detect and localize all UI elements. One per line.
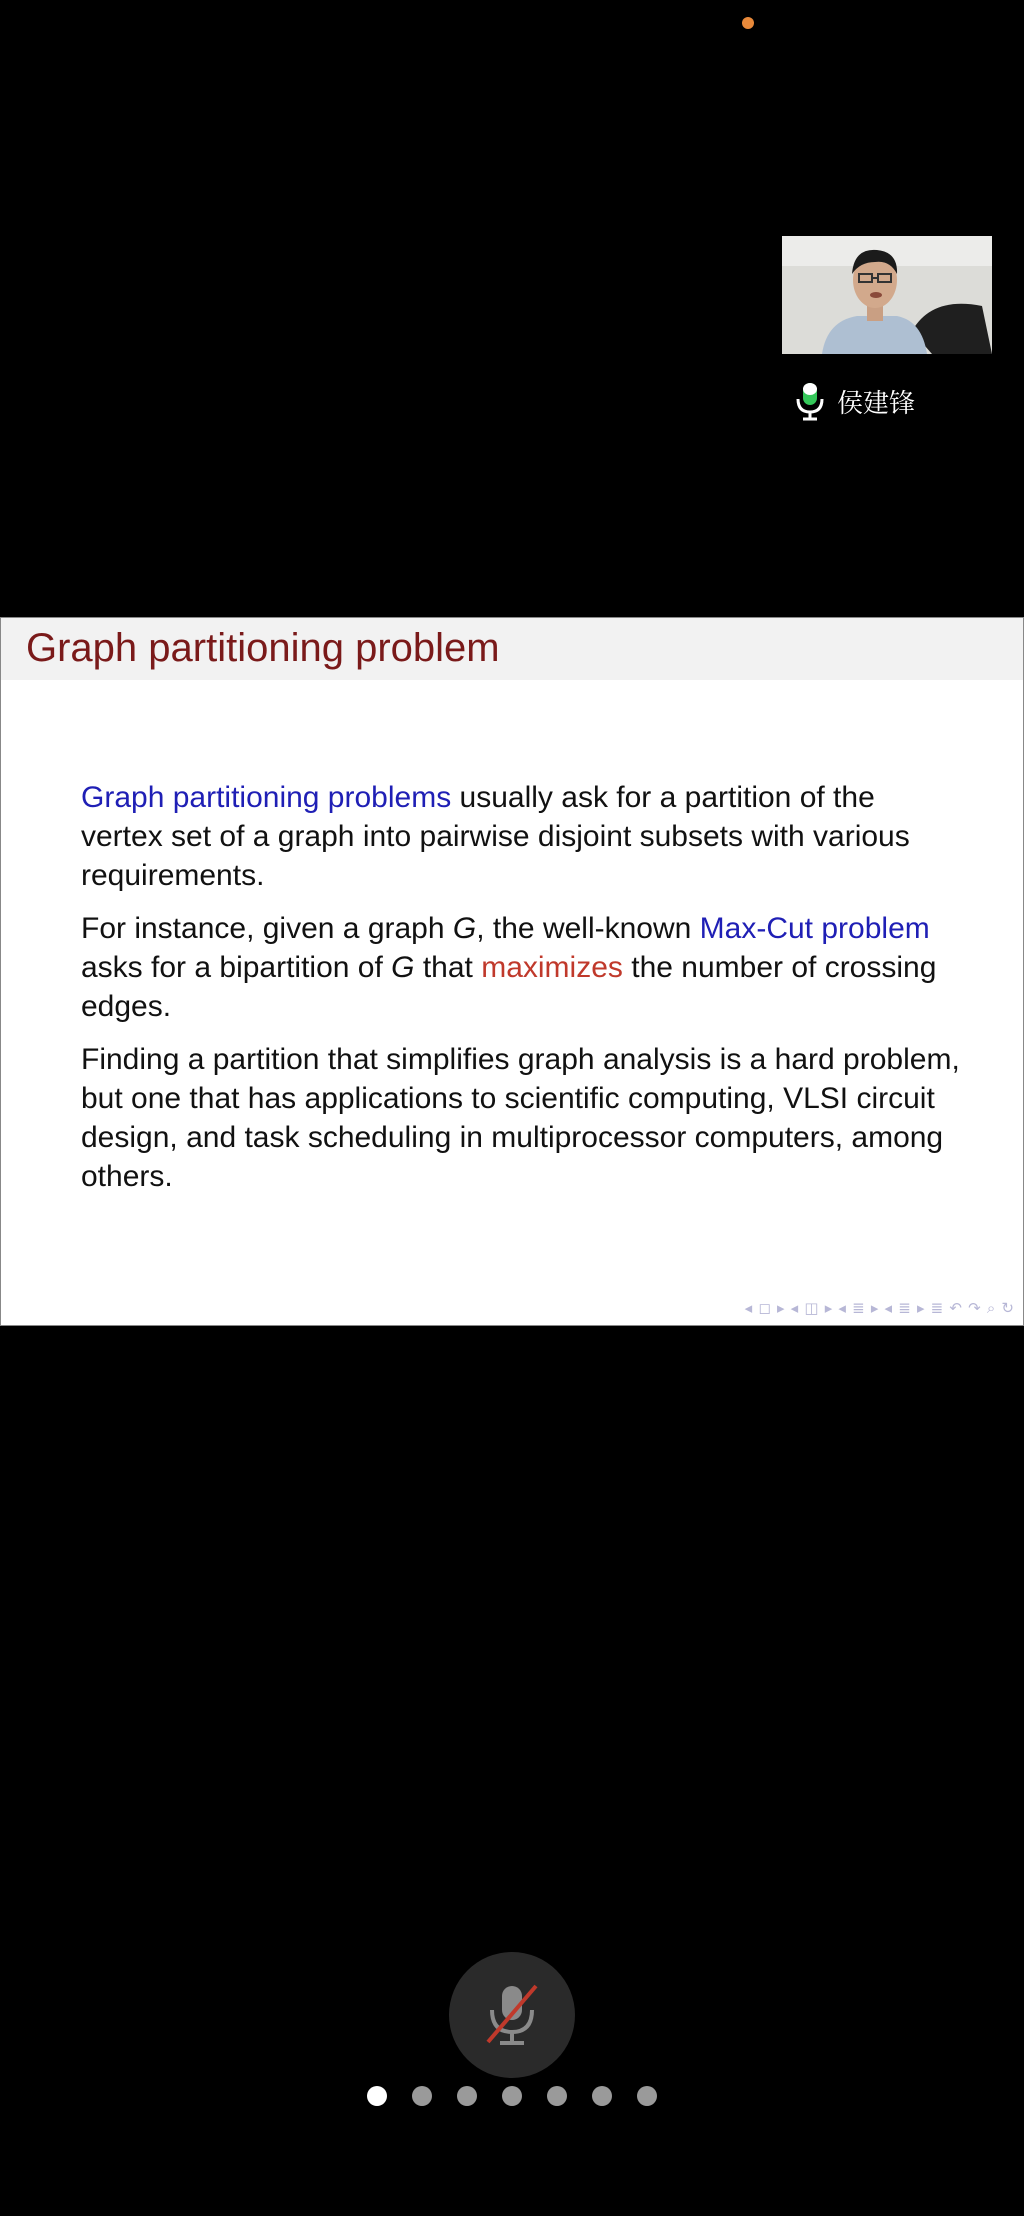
slide-paragraph-3: Finding a partition that simplifies graph analysis is a hard problem, but one that has applications to scientific computing, VLSI circuit design, and task scheduling in multiprocessor computers, among others. (81, 1043, 960, 1193)
math-g-2: G (391, 951, 415, 984)
slide-paragraph-2 (81, 909, 961, 1026)
mute-toggle-button[interactable] (449, 1952, 575, 2078)
p2-text-b: , the well-known (476, 912, 700, 945)
page-indicator (0, 2086, 1024, 2106)
math-g-1: G (452, 912, 477, 945)
slide-title: Graph partitioning problem (26, 626, 500, 670)
page-dot-5[interactable] (547, 2086, 567, 2106)
term-maximizes: maximizes (481, 951, 623, 984)
slide-body (81, 778, 961, 1210)
participant-video-thumbnail[interactable] (782, 236, 992, 354)
page-dot-4[interactable] (502, 2086, 522, 2106)
page-dot-2[interactable] (412, 2086, 432, 2106)
page-dot-3[interactable] (457, 2086, 477, 2106)
active-speaker-label (793, 381, 915, 421)
page-dot-1[interactable] (367, 2086, 387, 2106)
slide-header (1, 618, 1023, 680)
participant-name: 侯建锋 (837, 388, 916, 419)
status-indicator-dot (742, 17, 754, 29)
participant-video-image (782, 236, 992, 354)
p2-text-a: For instance, given a graph (81, 912, 453, 945)
term-max-cut: Max-Cut problem (699, 912, 930, 945)
p2-text-e: the number of crossing edges. (81, 951, 937, 1023)
slide-paragraph-1 (81, 778, 961, 895)
page-dot-6[interactable] (592, 2086, 612, 2106)
mic-icon (793, 381, 827, 421)
mic-muted-icon (482, 1980, 542, 2050)
shared-slide (0, 617, 1024, 1326)
beamer-navigation-icons: ◂ ◻ ▸ ◂ ◫ ▸ ◂ ≣ ▸ ◂ ≣ ▸ ≣ ↶ ↷ ⌕ ↻ (744, 1300, 1015, 1317)
p2-text-c: asks for a bipartition of (81, 951, 392, 984)
p2-text-d: that (414, 951, 482, 984)
page-dot-7[interactable] (637, 2086, 657, 2106)
p1-text: usually ask for a partition of the vertex set of a graph into pairwise disjoint subsets with various requirements. (81, 781, 910, 892)
term-graph-partitioning: Graph partitioning problems (81, 781, 452, 814)
